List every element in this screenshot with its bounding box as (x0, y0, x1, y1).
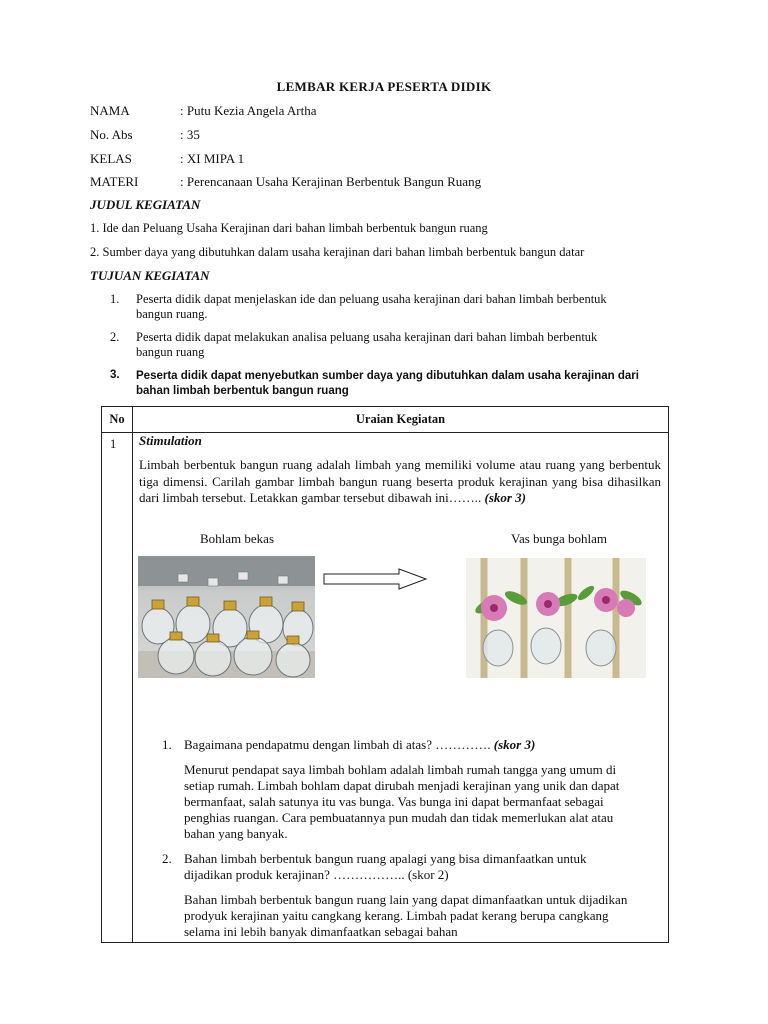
field-value-nama: : Putu Kezia Angela Artha (180, 103, 317, 118)
field-value-kelas: : XI MIPA 1 (180, 151, 245, 166)
q1-question (184, 737, 535, 753)
img-right-caption: Vas bunga bohlam (511, 531, 608, 546)
stimulation-score: (skor 3) (484, 490, 527, 505)
q1-score: (skor 3) (493, 737, 536, 752)
tujuan-item-1-line2: bangun ruang. (136, 307, 208, 321)
tujuan-heading: TUJUAN KEGIATAN (90, 268, 210, 283)
table-header-uraian: Uraian Kegiatan (133, 407, 669, 433)
field-label-no-abs: No. Abs (90, 127, 133, 142)
tujuan-num-3: 3. (110, 369, 120, 381)
tujuan-item-2 (136, 330, 676, 360)
field-label-materi: MATERI (90, 174, 139, 189)
used-bulbs-photo (138, 556, 315, 678)
judul-heading: JUDUL KEGIATAN (90, 197, 201, 212)
stimulation-heading: Stimulation (139, 433, 202, 448)
arrow-right-icon (323, 568, 428, 590)
tujuan-num-2: 2. (110, 330, 120, 344)
page-title: LEMBAR KERJA PESERTA DIDIK (276, 79, 492, 94)
judul-item-1: 1. Ide dan Peluang Usaha Kerajinan dari bahan limbah berbentuk bangun ruang (90, 221, 488, 235)
q2-line2: dijadikan produk kerajinan? …………….. (skor 2) (184, 867, 449, 882)
q2-question (184, 851, 587, 883)
field-label-kelas: KELAS (90, 151, 132, 166)
stimulation-text: Limbah berbentuk bangun ruang adalah limbah yang memiliki volume atau ruang yang berbentuk tiga dimensi. Carilah gambar limbah bangun ruang beserta produk kerajinan yang bisa dihasilkan dari limbah tersebut. Letakkan gambar tersebut dibawah ini…….. (139, 457, 661, 505)
img-left-caption: Bohlam bekas (200, 531, 275, 546)
table-header-no: No (102, 407, 133, 433)
tujuan-item-3 (136, 369, 676, 399)
bulb-vase-photo (466, 558, 646, 678)
stimulation-paragraph (139, 457, 661, 507)
tujuan-item-3-line1: Peserta didik dapat menyebutkan sumber daya yang dibutuhkan dalam usaha kerajinan dari (136, 370, 639, 382)
vase-illustration (466, 558, 646, 678)
tujuan-item-2-line1: Peserta didik dapat melakukan analisa peluang usaha kerajinan dari bahan limbah berbentuk (136, 330, 598, 344)
table-row-number: 1 (102, 433, 133, 943)
q1-number: 1. (162, 737, 172, 752)
tujuan-item-3-line2: bahan limbah berbentuk bangun ruang (136, 385, 349, 397)
bulbs-illustration (138, 556, 315, 678)
tujuan-item-2-line2: bangun ruang (136, 345, 205, 359)
field-value-no-abs: : 35 (180, 127, 200, 142)
tujuan-num-1: 1. (110, 292, 120, 306)
answer-1: Menurut pendapat saya limbah bohlam adalah limbah rumah tangga yang umum di setiap rumah. Limbah bohlam dapat dirubah menjadi kerajinan yang unik dan dapat bermanfaat, salah satunya itu vas bunga. Vas bunga ini dapat bermanfaat sebagai penghias ruangan. Cara pembuatannya pun mudah dan tidak memerlukan alat atau bahan yang banyak. (184, 762, 620, 841)
judul-item-2: 2. Sumber daya yang dibutuhkan dalam usaha kerajinan dari bahan limbah berbentuk bangun datar (90, 245, 585, 259)
field-value-materi: : Perencanaan Usaha Kerajinan Berbentuk Bangun Ruang (180, 174, 482, 189)
q2-line1: Bahan limbah berbentuk bangun ruang apalagi yang bisa dimanfaatkan untuk (184, 851, 587, 866)
q2-number: 2. (162, 851, 172, 866)
answer-2: Bahan limbah berbentuk bangun ruang lain yang dapat dimanfaatkan untuk dijadikan prodyuk kerajinan yaitu cangkang kerang. Limbah padat kerang berupa cangkang selama ini lebih banyak dimanfaatkan sebagai bahan (184, 892, 628, 939)
field-label-nama: NAMA (90, 103, 130, 118)
q1-text: Bagaimana pendapatmu dengan limbah di atas? …………. (184, 737, 491, 752)
tujuan-item-1 (136, 292, 676, 322)
tujuan-item-1-line1: Peserta didik dapat menjelaskan ide dan peluang usaha kerajinan dari bahan limbah berbentuk (136, 292, 607, 306)
